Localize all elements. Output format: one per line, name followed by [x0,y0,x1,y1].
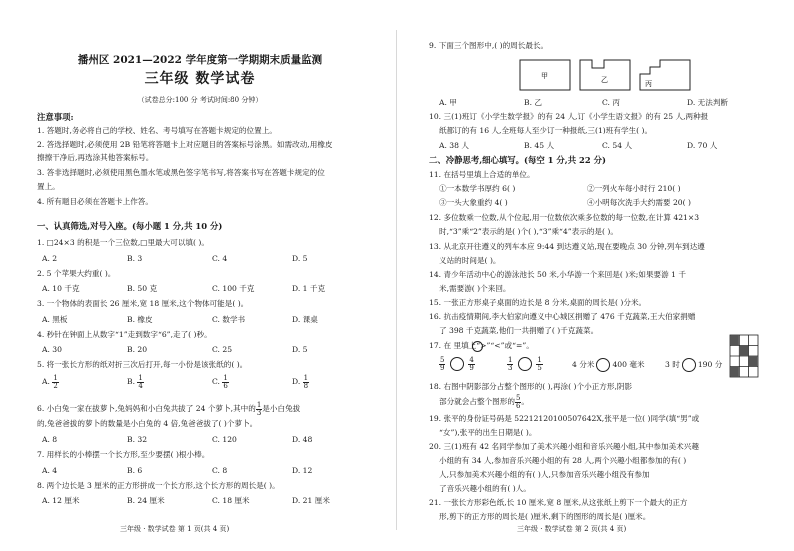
question-20: 20. 三(1)班有 42 名同学参加了美术兴趣小组和音乐兴趣小组,其中参加美术兴趣 [429,442,699,451]
notes-heading: 注意事项: [37,112,74,122]
fill-item: ①一本数学书厚约 6( ) [439,184,516,193]
option: A. 10 千克 [42,284,80,293]
exam-info: （试卷总分:100 分 考试时间:80 分钟） [137,96,263,104]
question-16: 16. 抗击疫情期间,李大伯家向遵义中心城区捐赠了 476 千克蔬菜,王大伯家捐赠 [429,312,696,321]
denominator: 3 [256,408,262,417]
option: A. 8 [42,435,58,444]
perimeter-figures [517,54,697,94]
denominator: 6 [223,381,228,390]
question-4: 4. 秒针在钟面上从数字“1”走到数字“6”,走了( )秒。 [37,330,212,339]
figure-label: 甲 [541,72,548,80]
question-13-cont: 义站的时间是( )。 [439,256,501,265]
question-6-text: 6. 小白兔一家在拔萝卜,兔妈妈和小白兔共拔了 24 个萝卜,其中的 [37,404,256,413]
question-19: 19. 张平的身份证号码是 52212120100507642X,张平是一位( )同学(填“男”或 [429,414,700,423]
question-6 [37,401,300,417]
question-18-cont: 部分就会占整个图形的 $\frac{5}{6}$ 。 [439,393,529,410]
option-letter: D. [292,377,301,386]
question-7: 7. 用样长的小棒摆一个长方形,至少要摆( )根小棒。 [37,450,210,459]
option-letter: B. [127,377,135,386]
question-11: 11. 在括号里填上合适的单位。 [429,170,535,179]
fraction [137,375,143,390]
numerator: 1 [138,373,143,382]
fraction [222,375,228,390]
note-line: 4. 所有题目必须在答题卡上作答。 [37,197,153,206]
fill-item: ③一头大象重约 4( ) [439,198,508,207]
compare-left: 4 分米 [572,360,595,369]
fraction: $\frac{5}{9}$ [440,355,445,372]
compare-circle [472,341,483,352]
fraction: $\frac{1}{5}$ [537,355,542,372]
question-20-cont: 小组的有 34 人,参加音乐兴趣小组的有 28 人,两个兴趣小组都参加的有( ) [439,456,687,465]
option: B. 橡皮 [127,315,153,324]
option: D. 无法判断 [687,98,729,107]
option: A. 38 人 [439,141,469,150]
option: B. 24 厘米 [127,496,165,505]
fill-item: ④小明每次洗手大约需要 20( ) [587,198,691,207]
option: A. 2 [42,254,58,263]
option: D. 21 厘米 [292,496,330,505]
compare-right: 400 毫米 [612,360,645,369]
option: B. 45 人 [524,141,555,150]
fraction [52,375,58,390]
numerator: 5 [515,393,521,402]
section-one-heading: 一、认真筛选,对号入座。(每小题 1 分,共 10 分) [37,221,223,231]
question-3: 3. 一个物体的表面长 26 厘米,宽 18 厘米,这个物体可能是( )。 [37,299,249,308]
option: C. 4 [212,254,228,263]
numerator: 1 [303,373,309,382]
section-two-heading: 二、冷静思考,细心填写。(每空 1 分,共 22 分) [429,155,606,165]
option: A. 30 [42,345,62,354]
option: D. 48 [292,435,313,444]
option-fraction [42,374,59,390]
note-line: 2. 答选择题时,必须使用 2B 铅笔将答题卡上对应题目的答案标号涂黑。如需改动,用橡皮 [37,140,333,149]
denominator: 8 [303,381,309,390]
question-2: 2. 5 个苹果大约重( )。 [37,269,116,278]
question-17: 17. 在 里填上“>”“<”或“=”。 [429,341,534,350]
compare-row [665,358,722,372]
compare-row [572,358,645,372]
figure-bing [640,60,690,90]
option: B. 50 克 [127,284,158,293]
denominator: 4 [138,381,143,390]
question-12: 12. 多位数乘一位数,从个位起,用一位数依次乘多位数的每一位数,在计算 421×3 [429,213,700,222]
page-two [397,0,794,551]
option-fraction [212,374,229,390]
figure-label: 乙 [601,76,608,84]
option: C. 25 [212,345,233,354]
option: D. 5 [292,254,308,263]
question-8: 8. 两个边长是 3 厘米的正方形拼成一个长方形,这个长方形的周长是( )。 [37,481,280,490]
compare-right: 190 分 [697,360,723,369]
compare-circle [596,358,610,372]
question-20-cont: 人,只参加美术兴趣小组的有( )人,只参加音乐兴趣小组没有参加 [439,470,650,479]
option: D. 12 [292,466,313,475]
fraction [515,395,521,410]
option: B. 乙 [524,98,543,107]
option: D. 70 人 [687,141,718,150]
question-18-text: 部分就会占整个图形的 [439,397,515,406]
question-14: 14. 青少年活动中心的游泳池长 50 米,小华游一个来回是( )米;如果要游 1 千 [429,270,686,279]
question-5: 5. 将一张长方形的纸对折三次后打开,每一小份是该张纸的( )。 [37,360,248,369]
numerator: 1 [53,373,58,382]
note-line: 1. 答题时,务必将自己的学校、姓名、考号填写在答题卡规定的位置上。 [37,126,277,135]
option-fraction [127,374,144,390]
option: A. 12 厘米 [42,496,80,505]
question-10-cont: 纸都订的有 16 人,全班每人至少订一种报纸,三(1)班有学生( )。 [439,126,653,135]
compare-row [439,355,475,373]
page-footer: 三年级 · 数学试卷 第 1 页(共 4 页) [120,525,230,533]
page-footer: 三年级 · 数学试卷 第 2 页(共 4 页) [517,525,627,533]
option: D. 5 [292,345,308,354]
question-18: 18. 右图中阴影部分占整个图形的( ),再涂( )个小正方形,阴影 [429,382,633,391]
question-9: 9. 下面三个图形中,( )的周长最长。 [429,41,549,50]
option: C. 丙 [602,98,620,107]
option: A. 4 [42,466,58,475]
option: C. 100 千克 [212,284,255,293]
compare-circle [682,358,696,372]
denominator: 2 [53,381,58,390]
option: C. 18 厘米 [212,496,250,505]
question-20-cont: 了音乐兴趣小组的有( )人。 [439,484,531,493]
option: A. 甲 [439,98,457,107]
option-letter: C. [212,377,220,386]
option: B. 32 [127,435,148,444]
option: B. 20 [127,345,148,354]
compare-circle [518,357,532,371]
exam-subtitle: 三年级 数学试卷 [144,71,256,87]
note-line: 擦擦干净后,再选涂其他答案标号。 [37,153,154,162]
note-line: 置上。 [37,182,60,191]
compare-left: 3 时 [665,360,680,369]
fraction [303,375,309,390]
numerator: 1 [256,400,262,409]
compare-circle [450,357,464,371]
question-15: 15. 一张正方形桌子桌面的边长是 8 分米,桌面的周长是( )分米。 [429,298,647,307]
question-19-cont: “女”),张平的出生日期是( )。 [439,428,537,437]
option: D. 1 千克 [292,284,326,293]
figure-label: 丙 [645,80,652,88]
question-14-cont: 米,需要游( )个来回。 [439,284,511,293]
note-line: 3. 答非选择题时,必须使用黑色墨水笔或黑色签字笔书写,将答案书写在答题卡规定的位 [37,168,325,177]
option: C. 54 人 [602,141,633,150]
fraction: $\frac{1}{3}$ [508,355,513,372]
question-21: 21. 一张长方形彩色纸,长 10 厘米,宽 8 厘米,从这张纸上剪下一个最大的正方 [429,498,688,507]
option-letter: A. [42,377,50,386]
question-10: 10. 三(1)班订《小学生数学报》的有 24 人,订《小学生语文报》的有 25 人,两种报 [429,112,709,121]
question-21-cont: 形,剪下的正方形的周长是( )厘米,剩下的图形的周长是( )厘米。 [439,512,651,521]
shaded-grid-figure [729,334,759,379]
numerator: 1 [223,373,228,382]
option: B. 6 [127,466,143,475]
option: A. 黑板 [42,315,68,324]
fraction: $\frac{4}{9}$ [469,355,474,372]
question-6-text: 是小白兔拔 [262,404,301,413]
question-13: 13. 从北京开往遵义的列车本应 9:44 到达遵义站,现在要晚点 30 分钟,列车到达遵 [429,242,705,251]
question-16-cont: 了 398 千克蔬菜,他们一共捐赠了( )千克蔬菜。 [439,326,599,335]
option: D. 课桌 [292,315,318,324]
question-1: 1. □24×3 的积是一个三位数,□里最大可以填( )。 [37,238,209,247]
exam-title: 播州区 2021—2022 学年度第一学期期末质量监测 [77,54,323,66]
denominator: 6 [515,401,521,410]
option-fraction [292,374,309,390]
option: C. 120 [212,435,237,444]
compare-row [507,355,543,373]
figure-jia [520,60,570,90]
option: B. 3 [127,254,143,263]
question-6-cont: 的,兔爸爸拔的萝卜的数量是小白兔的 4 倍,兔爸爸拔了( )个萝卜。 [37,419,258,428]
fill-item: ②一列火车每小时行 210( ) [587,184,681,193]
option: C. 8 [212,466,228,475]
option: C. 数学书 [212,315,246,324]
figure-yi [580,60,630,90]
question-12-cont: 时,“3”乘“2”表示的是( )个( ),“3”乘“4”表示的是( )。 [439,227,618,236]
